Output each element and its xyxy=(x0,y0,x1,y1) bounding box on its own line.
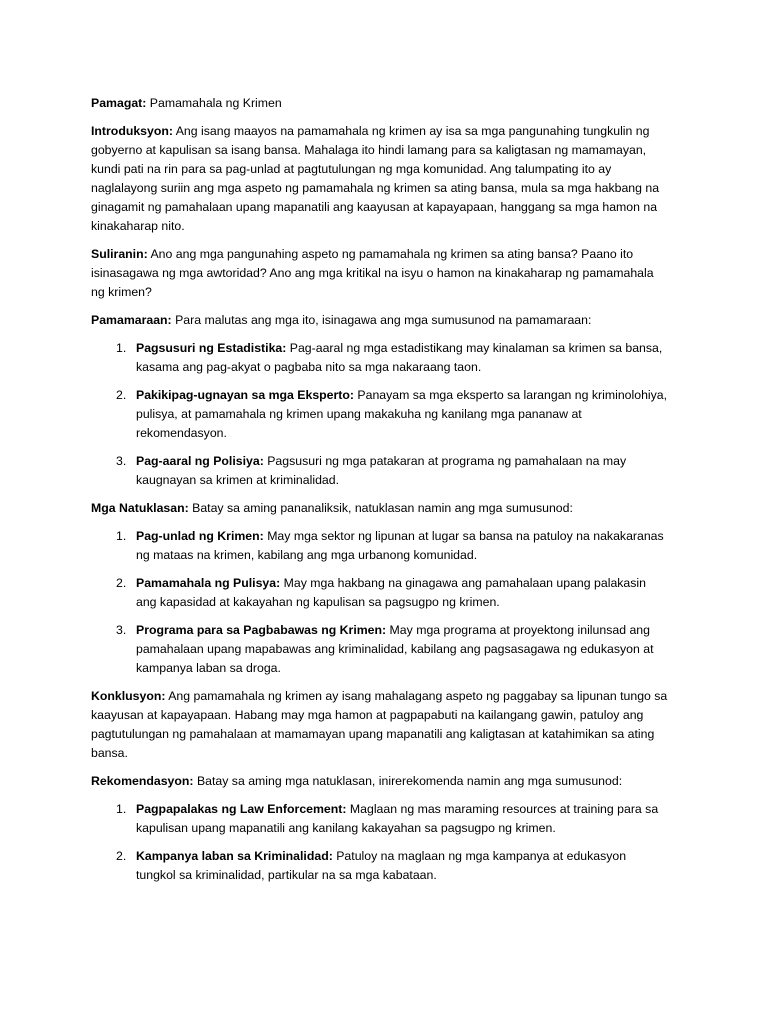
list-item-number: 2. xyxy=(116,849,127,863)
recommendations-text: Batay sa aming mga natuklasan, inirerekomenda namin ang mga sumusunod: xyxy=(196,774,623,788)
title-label: Pamagat: xyxy=(91,96,147,110)
recommendations-paragraph xyxy=(91,772,668,791)
methodology-label: Pamamaraan: xyxy=(91,313,172,327)
list-item-label: Pagpapalakas ng Law Enforcement: xyxy=(136,802,347,816)
list-item xyxy=(91,847,668,885)
list-item-number: 1. xyxy=(116,802,127,816)
list-item-label: Pag-unlad ng Krimen: xyxy=(136,529,264,543)
list-item-number: 1. xyxy=(116,529,127,543)
findings-text: Batay sa aming pananaliksik, natuklasan namin ang mga sumusunod: xyxy=(192,501,573,515)
list-item-text: Pagsusuri ng mga patakaran at programa ng pamahalaan na may kaugnayan sa krimen at kriminalidad. xyxy=(136,454,627,487)
list-item-label: Kampanya laban sa Kriminalidad: xyxy=(136,849,333,863)
title-text: Pamamahala ng Krimen xyxy=(149,96,282,110)
list-item-number: 3. xyxy=(116,454,127,468)
list-item-label: Pakikipag-ugnayan sa mga Eksperto: xyxy=(136,388,354,402)
list-item-text: Pag-aaral ng mga estadistikang may kinalaman sa krimen sa bansa, kasama ang pag-akyat o pagbaba nito sa mga nakaraang taon. xyxy=(136,341,663,374)
conclusion-paragraph xyxy=(91,687,668,763)
list-item xyxy=(91,339,668,377)
title-paragraph xyxy=(91,94,668,113)
list-item xyxy=(91,800,668,838)
findings-list xyxy=(91,527,668,678)
list-item xyxy=(91,452,668,490)
list-item-label: Pagsusuri ng Estadistika: xyxy=(136,341,287,355)
methodology-paragraph xyxy=(91,311,668,330)
list-item-text: Maglaan ng mas maraming resources at training para sa kapulisan upang mapanatili ang kanilang kakayahan sa pagsugpo ng krimen. xyxy=(136,802,659,835)
list-item-number: 1. xyxy=(116,341,127,355)
list-item-text: Patuloy na maglaan ng mga kampanya at edukasyon tungkol sa kriminalidad, partikular na sa mga kabataan. xyxy=(136,849,627,882)
list-item-number: 2. xyxy=(116,388,127,402)
recommendations-list xyxy=(91,800,668,885)
list-item-text: Panayam sa mga eksperto sa larangan ng kriminolohiya, pulisya, at pamamahala ng krimen upang makakuha ng kanilang mga pananaw at rekomendasyon. xyxy=(136,388,668,440)
methodology-list xyxy=(91,339,668,490)
list-item-number: 2. xyxy=(116,576,127,590)
recommendations-label: Rekomendasyon: xyxy=(91,774,194,788)
list-item-number: 3. xyxy=(116,623,127,637)
methodology-text: Para malutas ang mga ito, isinagawa ang mga sumusunod na pamamaraan: xyxy=(175,313,592,327)
list-item xyxy=(91,621,668,678)
conclusion-label: Konklusyon: xyxy=(91,689,166,703)
introduction-label: Introduksyon: xyxy=(91,124,173,138)
conclusion-text: Ang pamamahala ng krimen ay isang mahalagang aspeto ng paggabay sa lipunan tungo sa kaayusan at kapayapaan. Habang may mga hamon at pagpapabuti na kailangang gawin, patuloy ang pagtutulungan ng pamahalaan at mamamayan upang mapanatili ang kaligtasan at katahimikan sa ating bansa. xyxy=(91,689,668,760)
list-item-text: May mga hakbang na ginagawa ang pamahalaan upang palakasin ang kapasidad at kakayahan ng kapulisan sa pagsugpo ng krimen. xyxy=(136,576,646,609)
problem-text: Ano ang mga pangunahing aspeto ng pamamahala ng krimen sa ating bansa? Paano ito isinasagawa ng mga awtoridad? Ano ang mga kritikal na isyu o hamon na kinakaharap ng pamamahala ng krimen? xyxy=(91,247,654,299)
findings-label: Mga Natuklasan: xyxy=(91,501,189,515)
findings-paragraph xyxy=(91,499,668,518)
list-item xyxy=(91,574,668,612)
list-item xyxy=(91,386,668,443)
list-item-label: Pamamahala ng Pulisya: xyxy=(136,576,281,590)
introduction-paragraph xyxy=(91,122,668,236)
problem-paragraph xyxy=(91,245,668,302)
list-item-text: May mga programa at proyektong inilunsad ang pamahalaan upang mapabawas ang kriminalidad, kabilang ang pagsasagawa ng edukasyon at kampanya laban sa droga. xyxy=(136,623,654,675)
problem-label: Suliranin: xyxy=(91,247,148,261)
list-item-text: May mga sektor ng lipunan at lugar sa bansa na patuloy na nakakaranas ng mataas na krimen, kabilang ang mga urbanong komunidad. xyxy=(136,529,664,562)
list-item-label: Pag-aaral ng Polisiya: xyxy=(136,454,264,468)
list-item xyxy=(91,527,668,565)
introduction-text: Ang isang maayos na pamamahala ng krimen ay isa sa mga pangunahing tungkulin ng gobyerno at kapulisan sa isang bansa. Mahalaga ito hindi lamang para sa kaligtasan ng mamamayan, kundi pati na rin para sa pag-unlad at pagtutulungan ng mga komunidad. Ang talumpating ito ay naglalayong suriin ang mga aspeto ng pamamahala ng krimen sa ating bansa, mula sa mga hakbang na ginagamit ng pamahalaan upang mapanatili ang kaayusan at kapayapaan, hanggang sa mga hamon na kinakaharap nito. xyxy=(91,124,660,233)
list-item-label: Programa para sa Pagbabawas ng Krimen: xyxy=(136,623,387,637)
